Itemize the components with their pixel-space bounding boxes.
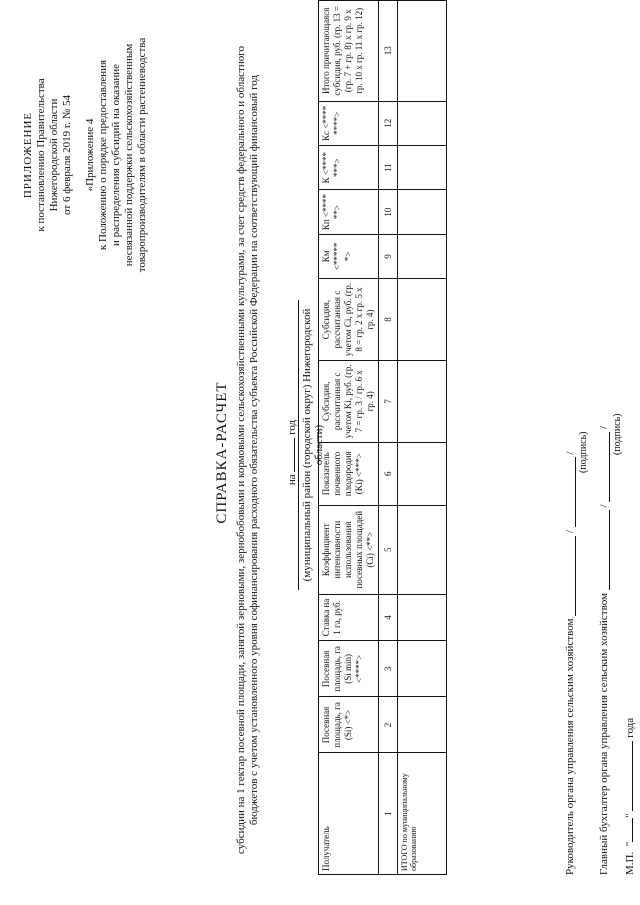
column-number: 13 bbox=[379, 1, 398, 102]
col-header-k: К <**** ***> bbox=[319, 145, 379, 189]
appendix-line-6: и распределения субсидий на оказание bbox=[110, 64, 122, 246]
col-header-total-subsidy: Итого причитающаяся субсидия, руб. (гр. 13 = (гр. 7 + гр. 8) x гр. 9 x гр. 10 x гр. 11 x гр. 12) bbox=[319, 1, 379, 102]
stamp-line: М.П. "" года bbox=[624, 717, 636, 875]
appendix-line-4: «Приложение 4 bbox=[84, 118, 96, 192]
total-cell bbox=[398, 1, 447, 102]
head-signature-line: Руководитель органа управления сельским хозяйством / / bbox=[564, 451, 576, 875]
col-header-recipient: Получатель bbox=[319, 753, 379, 875]
appendix-title: ПРИЛОЖЕНИЕ bbox=[22, 111, 34, 199]
total-cell bbox=[398, 641, 447, 697]
col-header-area-si: Посевная площадь, га (Si) <*> bbox=[319, 697, 379, 753]
total-cell bbox=[398, 101, 447, 145]
total-row-label: ИТОГО по муниципальному образованию bbox=[398, 753, 447, 875]
col-header-km: Км <***** *> bbox=[319, 234, 379, 278]
accountant-name-field bbox=[599, 432, 610, 502]
year-line bbox=[284, 0, 298, 905]
column-number: 2 bbox=[379, 697, 398, 753]
head-name-field bbox=[565, 457, 576, 527]
col-header-soil-fertility: Показатель почвенного плодородия (Ki) <***> bbox=[319, 442, 379, 505]
appendix-line-2: Нижегородской области bbox=[48, 98, 60, 212]
appendix-line-7: несвязанной поддержки сельскохозяйственным bbox=[123, 43, 135, 267]
head-signature-caption: (подпись) bbox=[578, 431, 589, 473]
year-prefix: на bbox=[286, 474, 298, 486]
document-subtitle: субсидии на 1 гектар посевной площади, занятой зерновыми, зернобобовыми и кормовыми сельскохозяйственными культурами, за счет средств федерального и областного бюджетов с учетом установленного уровня софинансирования расходного обязательства субъекта Российской Федерации на соответствующий финансовый год bbox=[235, 46, 260, 854]
total-cell bbox=[398, 234, 447, 278]
appendix-block bbox=[22, 5, 149, 305]
col-header-area-si-min: Посевная площадь, га (Si min) <****> bbox=[319, 641, 379, 697]
appendix-line-3: от 6 февраля 2019 г. № 54 bbox=[61, 95, 73, 215]
col-header-ks: Кс <**** ****> bbox=[319, 101, 379, 145]
accountant-signature-line: Главный бухгалтер органа управления сельским хозяйством / / bbox=[598, 425, 610, 875]
col-header-subsidy-ki: Субсидия, рассчитанная с учетом Ki, руб. (гр. 7 = гр. 3 / гр. 6 x гр. 4) bbox=[319, 360, 379, 442]
column-number-row bbox=[379, 1, 398, 875]
column-number: 10 bbox=[379, 190, 398, 234]
appendix-line-8: товаропроизводителям в области растениеводства bbox=[136, 37, 148, 273]
total-cell bbox=[398, 697, 447, 753]
total-cell bbox=[398, 442, 447, 505]
total-row bbox=[398, 1, 447, 875]
column-number: 9 bbox=[379, 234, 398, 278]
calculation-table bbox=[318, 0, 447, 875]
head-signature-field bbox=[565, 536, 576, 616]
total-cell bbox=[398, 190, 447, 234]
appendix-line-1: к постановлению Правительства bbox=[35, 78, 47, 232]
column-number: 5 bbox=[379, 505, 398, 594]
table-header-row bbox=[319, 1, 379, 875]
total-cell bbox=[398, 360, 447, 442]
col-header-intensity-coef: Коэффициент интенсивности использования посевных площадей (Ci) <**> bbox=[319, 505, 379, 594]
municipality-caption: (муниципальный район (городской округ) Нижегородской области) bbox=[298, 300, 325, 590]
total-cell bbox=[398, 594, 447, 641]
stamp-year-label: года bbox=[624, 717, 636, 738]
year-suffix: год bbox=[286, 419, 298, 435]
column-number: 6 bbox=[379, 442, 398, 505]
accountant-signature-caption: (подпись) bbox=[612, 413, 623, 455]
column-number: 3 bbox=[379, 641, 398, 697]
column-number: 1 bbox=[379, 753, 398, 875]
stamp-label: М.П. bbox=[624, 851, 636, 875]
col-header-kp: Кп <**** **> bbox=[319, 190, 379, 234]
accountant-signature-label: Главный бухгалтер органа управления сельским хозяйством bbox=[598, 593, 610, 875]
column-number: 8 bbox=[379, 279, 398, 361]
total-cell bbox=[398, 279, 447, 361]
column-number: 4 bbox=[379, 594, 398, 641]
accountant-signature-field bbox=[599, 510, 610, 590]
document-title: СПРАВКА-РАСЧЕТ bbox=[214, 381, 230, 524]
total-cell bbox=[398, 145, 447, 189]
head-signature-label: Руководитель органа управления сельским хозяйством bbox=[564, 618, 576, 875]
col-header-rate: Ставка на 1 га, руб. bbox=[319, 594, 379, 641]
column-number: 12 bbox=[379, 101, 398, 145]
appendix-line-5: к Положению о порядке предоставления bbox=[97, 59, 109, 251]
total-cell bbox=[398, 505, 447, 594]
column-number: 11 bbox=[379, 145, 398, 189]
column-number: 7 bbox=[379, 360, 398, 442]
year-blank-field bbox=[284, 438, 295, 472]
col-header-subsidy-ci: Субсидия, рассчитанная с учетом Ci, руб. (гр. 8 = гр. 2 x гр. 5 x гр. 4) bbox=[319, 279, 379, 361]
